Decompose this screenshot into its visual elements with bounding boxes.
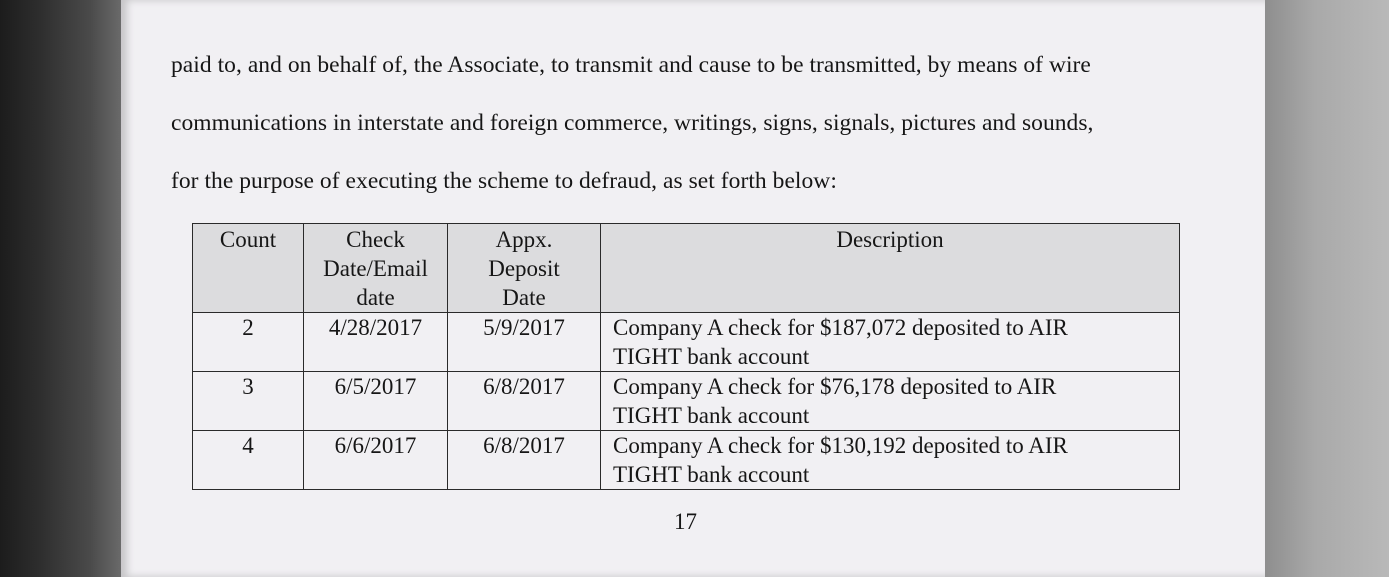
cell-description-line-2: TIGHT bank account (613, 344, 810, 369)
table-row (193, 431, 1180, 490)
cell-description-line-1: Company A check for $187,072 deposited to AIR (613, 315, 1068, 340)
header-check-date-line-3: date (356, 285, 395, 310)
header-check-date (304, 224, 448, 313)
cell-check-date: 4/28/2017 (304, 313, 448, 372)
cell-description-line-1: Company A check for $130,192 deposited to AIR (613, 433, 1068, 458)
cell-description-line-2: TIGHT bank account (613, 462, 810, 487)
body-text-line-3: for the purpose of executing the scheme to defraud, as set forth below: (171, 168, 837, 194)
page-number: 17 (674, 509, 697, 534)
header-deposit-date-line-2: Deposit (488, 256, 560, 281)
body-text-line-2: communications in interstate and foreign commerce, writings, signs, signals, pictures and sounds, (171, 110, 1094, 136)
wire-counts-table (192, 223, 1180, 490)
body-text-line-1: paid to, and on behalf of, the Associate, to transmit and cause to be transmitted, by means of wire (171, 52, 1091, 78)
cell-description-line-1: Company A check for $76,178 deposited to AIR (613, 374, 1057, 399)
cell-count: 4 (193, 431, 304, 490)
header-description (601, 224, 1180, 313)
header-description-label: Description (836, 227, 944, 252)
table-row (193, 313, 1180, 372)
cell-count: 3 (193, 372, 304, 431)
header-count (193, 224, 304, 313)
cell-description-line-2: TIGHT bank account (613, 403, 810, 428)
header-deposit-date-line-3: Date (502, 285, 546, 310)
cell-check-date: 6/5/2017 (304, 372, 448, 431)
background-right (1265, 0, 1389, 577)
header-check-date-line-2: Date/Email (323, 256, 428, 281)
cell-deposit-date: 5/9/2017 (448, 313, 601, 372)
cell-description (601, 431, 1180, 490)
table-row (193, 372, 1180, 431)
header-check-date-line-1: Check (346, 227, 405, 252)
cell-description (601, 372, 1180, 431)
cell-deposit-date: 6/8/2017 (448, 372, 601, 431)
cell-description (601, 313, 1180, 372)
document-page (121, 0, 1265, 577)
header-count-label: Count (219, 227, 277, 252)
header-deposit-date (448, 224, 601, 313)
cell-deposit-date: 6/8/2017 (448, 431, 601, 490)
cell-count: 2 (193, 313, 304, 372)
cell-check-date: 6/6/2017 (304, 431, 448, 490)
table-header-row (193, 224, 1180, 313)
header-deposit-date-line-1: Appx. (495, 227, 553, 252)
